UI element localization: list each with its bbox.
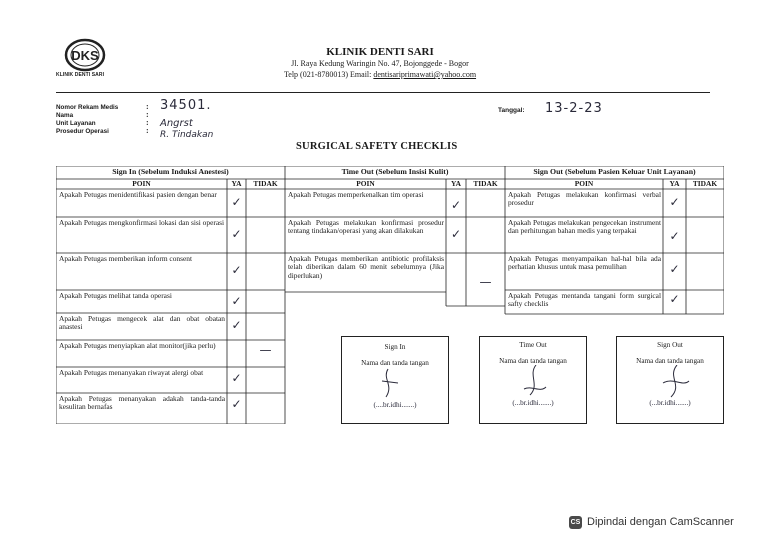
- camscanner-watermark: [569, 512, 734, 532]
- sign-in-item: Apakah Petugas menidentifikasi pasien dengan benar: [59, 190, 217, 199]
- dash-mark: —: [479, 275, 492, 289]
- column-poin: POIN: [132, 179, 151, 188]
- colon: :: [146, 126, 149, 135]
- clinic-email[interactable]: dentisariprimawati@yahoo.com: [373, 70, 477, 79]
- signature-title: Sign In: [384, 343, 406, 351]
- colon: :: [146, 118, 149, 127]
- dash-mark: —: [259, 343, 272, 357]
- record-number-value: 34501.: [160, 98, 212, 113]
- signature-box-sign-in: [341, 336, 449, 424]
- procedure-label: Prosedur Operasi: [56, 128, 109, 135]
- column-tidak: TIDAK: [692, 179, 718, 188]
- time-out-item: Apakah Petugas memperkenalkan tim operasi: [288, 190, 424, 199]
- column-tidak: TIDAK: [473, 179, 498, 188]
- check-mark: ✓: [231, 371, 242, 385]
- signature-caption: Nama dan tanda tangan: [361, 359, 429, 367]
- column-tidak: TIDAK: [253, 179, 278, 188]
- camscanner-text: Dipindai dengan CamScanner: [587, 516, 734, 528]
- date-label: Tanggal:: [498, 107, 525, 114]
- check-mark: ✓: [450, 198, 462, 212]
- check-mark: ✓: [450, 227, 462, 241]
- clinic-phone: Telp (021-8780013) Email:: [283, 70, 374, 79]
- section-time-out: Time Out (Sebelum Insisi Kulit): [341, 167, 449, 176]
- sign-in-item: Apakah Petugas memberikan inform consent: [59, 254, 192, 263]
- check-mark: ✓: [231, 397, 242, 411]
- time-out-item: Apakah Petugas memberikan antibiotic profilaksis telah diberikan dalam 60 menit sebelumnya (Jika diperlukan): [288, 254, 444, 280]
- unit-value: Angrst: [160, 118, 193, 129]
- check-mark: ✓: [231, 294, 242, 308]
- sign-out-item: Apakah Petugas mentanda tangani form surgical safty checklis: [508, 291, 661, 309]
- check-mark: ✓: [231, 195, 242, 209]
- sign-out-item: Apakah Petugas menyampaikan hal-hal bila ada perhatian khusus untuk masa pemulihan: [508, 254, 661, 272]
- section-sign-in: Sign In (Sebelum Induksi Anestesi): [112, 167, 229, 176]
- sign-out-item: Apakah Petugas melakukan konfirmasi verbal prosedur: [508, 190, 661, 208]
- record-number-label: Nomor Rekam Medis: [56, 104, 119, 111]
- check-mark: ✓: [231, 318, 242, 332]
- signature-box-sign-out: [616, 336, 724, 424]
- column-ya: YA: [231, 179, 242, 188]
- column-ya: YA: [451, 179, 461, 188]
- sign-in-item: Apakah Petugas melihat tanda operasi: [59, 291, 172, 300]
- column-ya: YA: [669, 179, 680, 188]
- section-sign-out: Sign Out (Sebelum Pasien Keluar Unit Layanan): [533, 167, 696, 176]
- signature-box-time-out: [479, 336, 587, 424]
- column-poin: POIN: [356, 179, 375, 188]
- colon: :: [146, 110, 149, 119]
- sign-in-item: Apakah Petugas mengkonfirmasi lokasi dan sisi operasi: [59, 218, 225, 227]
- signature-caption: Nama dan tanda tangan: [636, 357, 704, 365]
- signature-scribble: [342, 367, 450, 401]
- clinic-contact: [230, 70, 530, 79]
- check-mark: ✓: [231, 227, 242, 241]
- column-poin: POIN: [574, 179, 594, 188]
- signature-name: (...br.idhi.......): [512, 399, 554, 407]
- signature-name: (....br.idhi.......): [373, 401, 417, 409]
- sign-out-item: Apakah Petugas melakukan pengecekan instrument dan perhitungan bahan medis yang terpakai: [508, 218, 661, 236]
- patient-name-label: Nama: [56, 112, 74, 119]
- logo-text: DKS: [71, 48, 99, 63]
- clinic-address: Jl. Raya Kedung Waringin No. 47, Bojonggede - Bogor: [291, 59, 469, 68]
- check-mark: ✓: [669, 292, 680, 306]
- signature-scribble: [617, 365, 725, 399]
- check-mark: ✓: [669, 195, 680, 209]
- check-mark: ✓: [231, 263, 242, 277]
- clinic-logo: [58, 36, 112, 74]
- document-title: SURGICAL SAFETY CHECKLIS: [296, 141, 458, 152]
- time-out-item: Apakah Petugas melakukan konfirmasi prosedur tentang tindakan/operasi yang akan dilakukan: [288, 218, 444, 236]
- signature-name: (...br.idhi.......): [649, 399, 691, 407]
- clinic-name: KLINIK DENTI SARI: [326, 46, 434, 58]
- check-mark: ✓: [669, 262, 680, 276]
- camscanner-icon: CS: [569, 516, 582, 529]
- unit-label: Unit Layanan: [56, 120, 96, 127]
- signature-scribble: [480, 365, 588, 399]
- header-divider: [56, 92, 710, 93]
- sign-in-item: Apakah Petugas mengecek alat dan obat obatan anastesi: [59, 314, 225, 332]
- signature-title: Time Out: [519, 341, 547, 349]
- logo-caption: KLINIK DENTI SARI: [56, 72, 105, 78]
- sign-in-item: Apakah Petugas menyiapkan alat monitor(jika perlu): [59, 341, 216, 350]
- signature-title: Sign Out: [657, 341, 683, 349]
- signature-caption: Nama dan tanda tangan: [499, 357, 567, 365]
- check-mark: ✓: [669, 229, 680, 243]
- date-value: 13-2-23: [545, 101, 603, 116]
- sign-in-item: Apakah Petugas menanyakan riwayat alergi obat: [59, 368, 204, 377]
- procedure-value: R. Tindakan: [160, 130, 214, 140]
- sign-in-item: Apakah Petugas menanyakan adakah tanda-tanda kesulitan bernafas: [59, 394, 225, 412]
- colon: :: [146, 102, 149, 111]
